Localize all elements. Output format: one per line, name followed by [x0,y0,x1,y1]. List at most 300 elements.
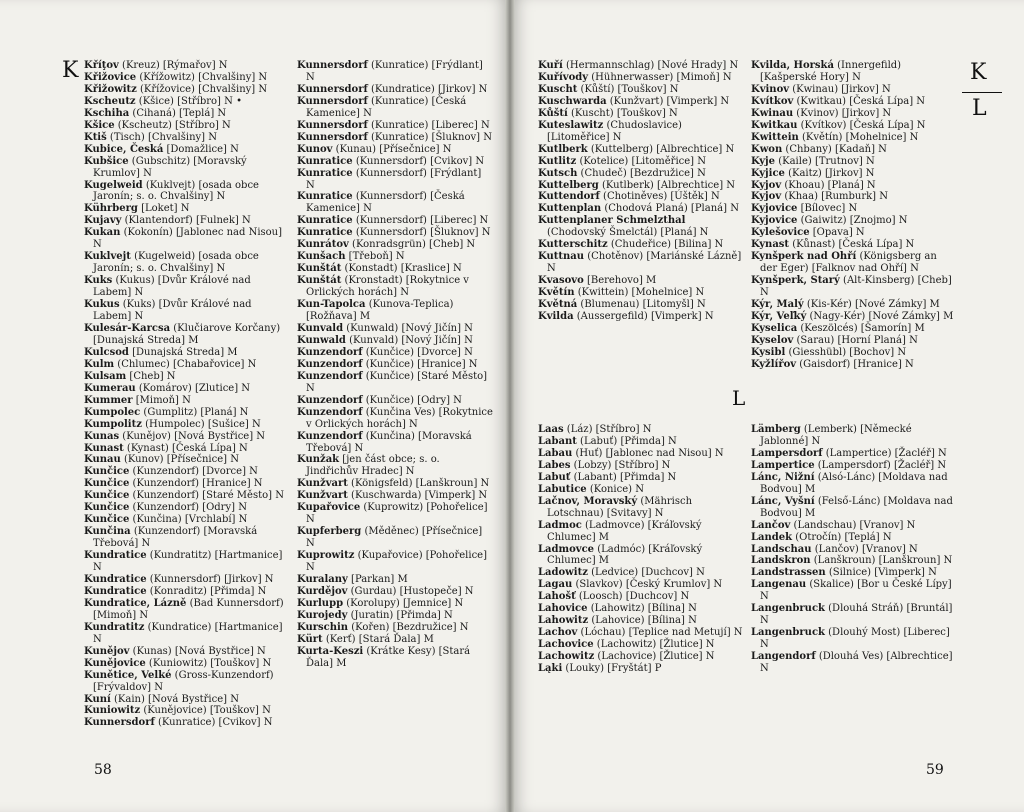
index-entry [538,120,743,144]
entry-headword: Kundratitz [84,621,145,633]
index-entry [751,603,954,627]
entry-headword: Kundratice, Lázně [84,597,187,609]
entry-headword: Kutlitz [538,155,577,167]
entry-headword: Kuschwarda [538,95,607,107]
entry-headword: Kyselov [751,334,794,346]
index-entry [297,610,493,622]
index-entry [84,443,288,455]
index-entry [751,156,954,168]
index-entry [84,275,288,299]
entry-details: (Kunau) [Přísečnice] N [332,143,452,155]
entry-headword: Kupferberg [297,526,362,538]
index-entry [297,502,493,526]
entry-headword: Langenbruck [751,627,825,639]
index-entry [297,323,493,335]
entry-details: (Gubschitz) [Moravský Krumlov] N [93,155,247,179]
entry-details: (Kuklvejt) [osada obce Jaronín; s. o. Chvalšiny] N [93,179,259,203]
index-entry [297,526,493,550]
entry-headword: Kvinov [751,83,790,95]
index-entry [751,627,954,651]
entry-headword: Kuní [84,693,111,705]
entry-headword: Kunnersdorf [297,95,368,107]
index-entry [297,84,493,96]
index-entry [751,532,954,544]
index-entry [84,670,288,694]
entry-headword: Kyjov [751,179,782,191]
index-entry [84,574,288,586]
entry-details: (Kunzendorf) [Staré Město] N [129,490,284,502]
index-entry [297,490,493,502]
index-entry [751,144,954,156]
entry-headword: Kschiha [84,107,130,119]
index-entry [538,144,743,156]
entry-details: (Landschau) [Vranov] N [790,519,916,531]
entry-headword: Kunratice [297,215,353,227]
entry-details: (Kaile) [Trutnov] N [775,155,875,167]
index-entry [538,299,743,311]
entry-headword: Kumpolitz [84,418,142,430]
entry-details: (Labuť) [Přimda] N [576,435,677,447]
index-entry [84,694,288,706]
entry-details: (Kupařovice) [Pohořelice] N [306,550,487,574]
entry-headword: Kujavy [84,215,122,227]
entry-headword: Kscheutz [84,95,136,107]
index-entry [751,359,954,371]
entry-details: (Kunas) [Nová Bystřice] N [129,645,266,657]
entry-details: (Ladmovce) [Kráľovský Chlumec] M [547,519,702,543]
entry-headword: Ladmovce [538,543,595,555]
entry-headword: Lahovice [538,603,588,615]
index-entry [84,251,288,275]
index-entry [297,215,493,227]
entry-details: (Khoau) [Planá] N [781,179,876,191]
entry-details: [Domažlice] N [163,143,239,155]
index-entry [297,586,493,598]
entry-headword: Kunratice [297,191,353,203]
index-entry [751,651,954,675]
index-entry [538,72,743,84]
entry-headword: Kunzendorf [297,430,363,442]
index-entry [297,454,493,478]
entry-details: (Kunvald) [Nový Jičín] N [345,334,473,346]
index-entry [297,299,493,323]
entry-headword: Kyjovice [751,203,798,215]
entry-headword: Kunratice [297,155,353,167]
index-entry [297,132,493,144]
entry-details: (Konraditz) [Přimda] N [146,585,267,597]
entry-details: (Kerť) [Stará Ďala] M [322,633,434,645]
entry-headword: Kurdějov [297,585,348,597]
entry-details: (Königsberg an der Eger) [Falknov nad Ohří] N [760,251,937,275]
entry-details: (Kuttelberg) [Albrechtice] N [587,143,735,155]
index-entry [538,448,743,460]
index-entry [84,227,288,251]
index-entry [84,108,288,120]
entry-details: (Chotěnov) [Mariánské Lázně] N [547,251,742,275]
entry-headword: Kunratice [297,167,353,179]
index-entry [84,658,288,670]
entry-headword: Kuří [538,60,563,71]
index-entry [297,144,493,156]
entry-details: [jen část obce; s. o. Jindřichův Hradec] N [306,454,440,478]
entry-headword: Labant [538,435,577,447]
index-entry [751,251,954,275]
entry-details: (Krátke Kesy) [Stará Ďala] M [306,645,471,669]
index-entry [297,598,493,610]
entry-headword: Kvilda, Horská [751,60,834,71]
entry-headword: Ladmoc [538,519,582,531]
entry-details: (Kunzendorf) [Odry] N [129,502,247,514]
entry-details: [Berehovo] M [583,275,657,287]
entry-headword: Kuralany [297,573,348,585]
index-entry [297,478,493,490]
entry-headword: Lánc, Nižní [751,471,815,483]
entry-headword: Lachowitz [538,651,595,663]
entry-headword: Kunnersdorf [297,60,368,71]
entry-headword: Labutice [538,483,587,495]
entry-headword: Kunštát [297,275,342,287]
entry-details: (Lampertice) [Žacléř] N [822,447,947,459]
index-entry [84,72,288,84]
entry-details: (Kwitkau) [Česká Lípa] N [793,95,926,107]
entry-headword: Kšice [84,119,115,131]
entry-details: (Kukus) [Dvůr Králové nad Labem] N [93,275,251,299]
entry-details: (Chudoslavice) [Litoměřice] N [547,119,682,143]
entry-details: (Skalice) [Bor u České Lípy] N [760,579,952,603]
entry-headword: Kunštát [297,263,342,275]
entry-details: (Kuschwarda) [Vimperk] N [347,490,488,502]
entry-headword: Kumpolec [84,406,141,418]
entry-headword: Langenbruck [751,603,825,615]
index-column-2 [297,60,493,670]
entry-details: (Kokonín) [Jablonec nad Nisou] N [93,227,283,251]
index-entry [751,424,954,448]
index-entry [84,156,288,180]
entry-details: (Gurdau) [Hustopeče] N [347,585,474,597]
entry-details: (Měděnec) [Přísečnice] N [306,526,483,550]
index-entry [84,96,288,108]
index-entry [751,180,954,192]
entry-headword: Kurojedy [297,609,348,621]
entry-headword: Kutterschitz [538,239,608,251]
entry-details: (Lahowitz) [Bílina] N [587,603,697,615]
index-column-5 [538,424,743,675]
entry-details: (Lachovice) [Žlutice] N [594,651,715,663]
entry-headword: Kundratice [84,573,147,585]
index-entry [538,215,743,239]
entry-headword: Ladowitz [538,567,588,579]
entry-details: (Kunčice) [Hranice] N [362,358,478,370]
index-entry [751,120,954,132]
entry-details: (Chlumec) [Chabařovice] N [114,358,257,370]
entry-details: (Křížovice) [Chvalšiny] N [136,83,268,95]
index-entry [751,520,954,532]
entry-headword: Kührberg [84,203,138,215]
entry-details: (Kunnersdorf) [Jirkov] N [146,573,274,585]
index-entry [297,395,493,407]
entry-details: (Konradsgrün) [Cheb] N [348,239,476,251]
entry-headword: Kunčice [84,502,130,514]
entry-headword: Kurlupp [297,597,344,609]
entry-details: (Dlouhá Stráň) [Bruntál] N [760,603,953,627]
index-entry [84,490,288,502]
entry-details: (Kaitz) [Jirkov] N [784,167,875,179]
entry-headword: Kummer [84,394,133,406]
index-entry [538,496,743,520]
index-entry [538,544,743,568]
index-entry [84,203,288,215]
entry-details: (Kuprowitz) [Pohořelice] N [306,502,488,526]
entry-headword: Kunějov [84,645,130,657]
entry-details: (Chotiněves) [Úštěk] N [599,191,720,203]
entry-headword: Kuttendorf [538,191,600,203]
index-entry [751,311,954,323]
entry-details: (Kunzendorf) [Dvorce] N [129,466,258,478]
entry-details: (Kunčina) [Moravská Třebová] N [306,430,472,454]
section-letter-k: K [62,58,79,83]
entry-details: (Klučiarove Korčany) [Dunajská Streda] M [93,322,281,346]
entry-headword: Kynast [751,239,790,251]
entry-headword: Kunrátov [297,239,349,251]
index-entry [538,424,743,436]
entry-headword: Lampertice [751,459,815,471]
entry-details: (Nagy-Kér) [Nové Zámky] M [806,311,954,323]
entry-details: (Giesshübl) [Bochov] N [785,346,907,358]
index-entry [751,567,954,579]
entry-headword: Kurta-Keszi [297,645,364,657]
index-entry [84,120,288,132]
entry-headword: Lahošť [538,591,576,603]
entry-headword: Labes [538,459,571,471]
index-entry [84,299,288,323]
entry-headword: Kunětice, Velké [84,669,172,681]
index-entry [297,191,493,215]
entry-details: (Alt-Kinsberg) [Cheb] N [760,275,952,299]
index-entry [538,287,743,299]
index-entry [297,60,493,84]
entry-headword: Kunžak [297,454,340,466]
entry-details: (Křížowitz) [Chvalšiny] N [136,71,268,83]
index-entry [84,180,288,204]
entry-details: (Konice) N [586,483,644,495]
entry-details: (Kwittein) [Mohelnice] N [574,287,705,299]
entry-headword: Kunzendorf [297,358,363,370]
entry-headword: Kunnersdorf [297,131,368,143]
entry-headword: Kysibl [751,346,786,358]
index-entry [538,311,743,323]
entry-headword: Kunwald [297,334,346,346]
entry-details: (Chodová Planá) [Planá] N [601,203,739,215]
entry-headword: Kun-Tapolca [297,299,366,311]
index-entry [297,263,493,275]
entry-details: (Blumenau) [Litomyšl] N [577,299,706,311]
entry-details: (Kůští) [Touškov] N [577,83,679,95]
entry-details: (Lampersdorf) [Žacléř] N [814,459,947,471]
entry-headword: Květná [538,299,578,311]
index-entry [297,156,493,168]
entry-details: (Gaisdorf) [Hranice] N [796,358,914,370]
index-entry [297,96,493,120]
entry-details: (Láz) [Stříbro] N [563,424,652,435]
index-entry [297,120,493,132]
entry-details: (Lobzy) [Stříbro] N [570,459,671,471]
entry-details: (Kořen) [Bezdružice] N [348,621,469,633]
index-entry [751,108,954,120]
index-entry [538,663,743,675]
index-entry [751,335,954,347]
index-entry [538,651,743,663]
entry-headword: Lančov [751,519,791,531]
index-entry [538,436,743,448]
entry-headword: Kyžlířov [751,358,797,370]
entry-details: (Chudeřice) [Bilina] N [607,239,724,251]
entry-headword: Kunžvart [297,478,348,490]
entry-headword: Kunnersdorf [297,83,368,95]
thumb-index-k: K [970,60,987,85]
entry-headword: Kynšperk, Starý [751,275,840,287]
index-entry [84,586,288,598]
index-column-4 [751,60,954,371]
entry-headword: Kýr, Veľký [751,311,807,323]
entry-details: (Kšice) [Stříbro] N • [135,95,242,107]
index-entry [751,555,954,567]
index-entry [84,419,288,431]
index-entry [751,496,954,520]
index-entry [84,705,288,717]
entry-details: (Labant) [Přimda] N [570,471,677,483]
entry-details: (Kuks) [Dvůr Králové nad Labem] N [93,299,252,323]
entry-details: (Keszölcés) [Šamorín] M [797,322,925,334]
entry-details: (Kotelice) [Litoměřice] N [576,155,707,167]
entry-headword: Kunnersdorf [84,717,155,729]
entry-details: (Lanškroun) [Lanškroun] N [810,555,953,567]
entry-headword: Kunčice [84,466,130,478]
entry-details: (Kuniowitz) [Touškov] N [145,657,272,669]
entry-details: (Kunratice) [Frýdlant] N [306,60,483,83]
index-entry [538,180,743,192]
index-entry [751,96,954,108]
entry-details: (Kunčice) [Odry] N [362,394,462,406]
entry-headword: Kutlberk [538,143,588,155]
entry-details: (Aussergefild) [Vimperk] N [573,311,714,323]
entry-headword: Kunast [84,442,124,454]
entry-details: (Kunčice) [Staré Město] N [306,370,488,394]
index-entry [84,84,288,96]
entry-details: (Kundratitz) [Hartmanice] N [93,550,283,574]
entry-headword: Kyje [751,155,776,167]
entry-headword: Kuks [84,275,113,287]
entry-headword: Kunzendorf [297,394,363,406]
index-entry [297,634,493,646]
entry-details: (Kundratice) [Jirkov] N [367,83,488,95]
entry-details: (Kunčina) [Vrchlabí] N [129,514,248,526]
index-entry [84,215,288,227]
entry-headword: Kumerau [84,382,136,394]
entry-details: (Tisch) [Chvalšiny] N [106,131,218,143]
index-entry [751,448,954,460]
entry-details: [Loket] N [137,203,190,215]
entry-details: (Kunratice) [Cvikov] N [154,717,273,729]
entry-headword: Kyjice [751,167,785,179]
index-entry [297,359,493,371]
entry-headword: Křižovice [84,71,137,83]
index-entry [84,323,288,347]
index-entry [84,514,288,526]
entry-details: (Cihaná) [Teplá] N [129,107,227,119]
entry-details: (Komárov) [Zlutice] N [135,382,251,394]
index-entry [751,227,954,239]
index-entry [751,299,954,311]
entry-details: (Kundratice) [Hartmanice] N [93,621,283,645]
entry-details: (Kunnersdorf) [Cvikov] N [352,155,485,167]
index-column-6 [751,424,954,675]
entry-headword: Lämberg [751,424,801,435]
entry-headword: Kunčice [84,490,130,502]
entry-details: (Silnice) [Vimperk] N [825,567,937,579]
index-entry [297,251,493,263]
entry-details: (Kunnersdorf) [Šluknov] N [352,227,491,239]
entry-headword: Kvasovo [538,275,584,287]
entry-headword: Kunžvart [297,490,348,502]
entry-headword: Kwinau [751,107,794,119]
entry-details: (Kunratice) [Šluknov] N [367,131,492,143]
entry-headword: Kůští [538,107,568,119]
entry-headword: Lachov [538,627,578,639]
entry-headword: Kubice, Česká [84,143,164,155]
index-entry [538,203,743,215]
entry-headword: Kwon [751,143,783,155]
entry-details: (Kunžvart) [Vimperk] N [606,95,730,107]
index-entry [751,203,954,215]
entry-details: (Mährisch Lotschnau) [Svitavy] N [547,495,693,519]
entry-headword: Kuklvejt [84,251,131,263]
entry-details: (Korolupy) [Jemnice] N [343,597,464,609]
index-entry [538,627,743,639]
entry-details: (Lóchau) [Teplice nad Metují] N [577,627,743,639]
entry-details: (Kutlberk) [Albrechtice] N [598,179,736,191]
entry-details: (Kscheutz) [Stříbro] N [114,119,231,131]
book-gutter [505,0,515,812]
entry-headword: Kynšperk nad Ohří [751,251,857,263]
entry-headword: Lánc, Vyšní [751,495,815,507]
entry-details: (Kvítkov) [Česká Lípa] N [797,119,926,131]
entry-headword: Kunšach [297,251,346,263]
index-entry [751,544,954,556]
entry-headword: Lagau [538,579,573,591]
entry-headword: Kulsam [84,370,127,382]
entry-details: (Kunzendorf) [Hranice] N [129,478,263,490]
entry-details: (Kunnersdorf) [Frýdlant] N [306,167,482,191]
entry-details: (Otročín) [Teplá] N [792,531,892,543]
entry-headword: Kuniowitz [84,705,141,717]
entry-headword: Květín [538,287,575,299]
entry-headword: Landskron [751,555,811,567]
entry-details: (Slavkov) [Český Krumlov] N [572,579,723,591]
index-entry [84,646,288,658]
entry-headword: Langendorf [751,651,816,663]
index-entry [84,60,288,72]
entry-headword: Kundratice [84,585,147,597]
entry-details: [Parkan] M [347,573,408,585]
entry-headword: Langenau [751,579,807,591]
entry-headword: Kulcsod [84,346,129,358]
entry-headword: Landschau [751,543,812,555]
index-entry [297,646,493,670]
entry-headword: Kürt [297,633,323,645]
index-entry [538,191,743,203]
entry-headword: Kukan [84,227,121,239]
entry-details: (Gross-Kunzendorf) [Frývaldov] N [93,669,274,693]
